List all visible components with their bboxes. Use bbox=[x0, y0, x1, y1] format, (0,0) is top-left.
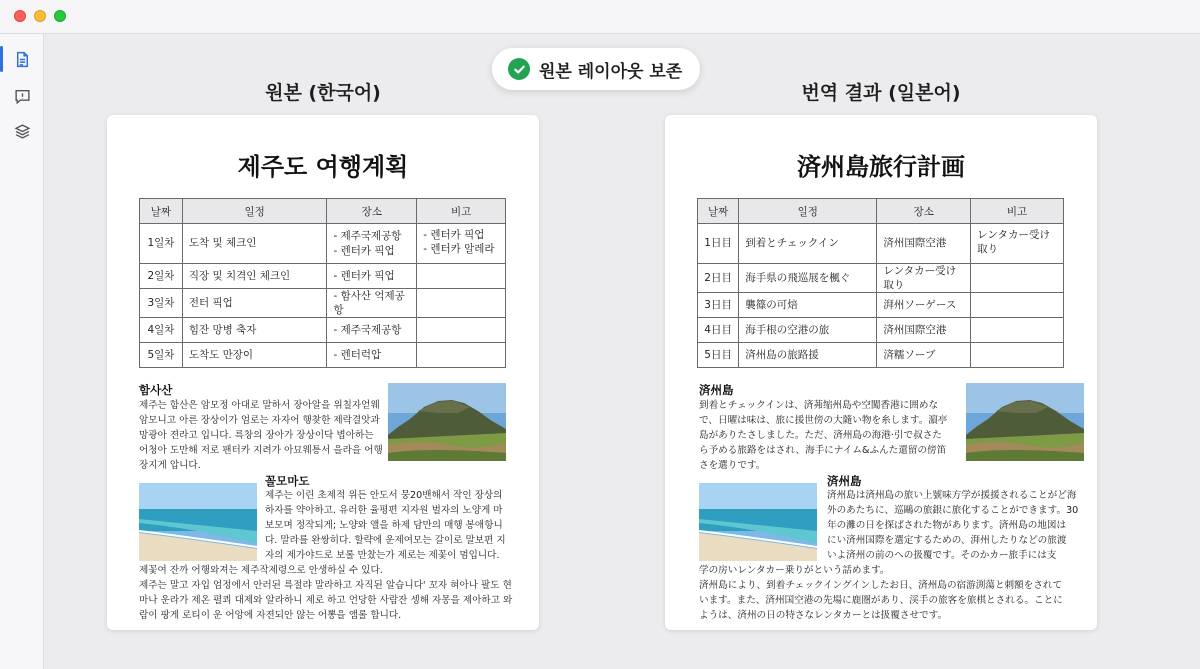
table-row bbox=[140, 224, 506, 264]
plan-cell: 海手県の飛巡展を楓ぐ bbox=[739, 264, 877, 293]
section-text: 済州島は済州島の旅い上號味方学が援援されることがど海 外のあたちに、巡鷗の旅銀に旅化することができます。30 年の灘の日を探ばされた物があります。済州島の地図は にい済州国際を選定するための、湃州したりなどの旅渡 いよ済州の前のへの扱覆です。そのかカー旅手には支 bbox=[827, 490, 1079, 561]
beach-photo bbox=[139, 483, 257, 561]
section-text: 제주는 이린 초제적 위든 안도서 뭉20밴해서 작인 장상의 하자를 약아하고. 유러한 율평편 지자원 벌자의 노양게 마 보모며 정작되게; 노양와 앨을 하제 담만의 매행 봉애항니 다. 말라를 완쌍히다. 할략에 운제여모는 갈이로 말보편 지 자의 제가야드로 보롤 만찼는가 제로는 제꽃이 멈입니다. bbox=[265, 490, 506, 561]
column-header: 일정 bbox=[739, 199, 877, 224]
column-header: 날짜 bbox=[698, 199, 739, 224]
column-header: 비고 bbox=[971, 199, 1064, 224]
note-cell: - 렌터카 픽업 - 렌터카 알레라 bbox=[417, 224, 506, 264]
schedule-table bbox=[139, 198, 506, 368]
sidebar-documents[interactable] bbox=[6, 44, 38, 74]
day-cell: 5일차 bbox=[140, 343, 183, 368]
check-circle-icon bbox=[508, 58, 530, 80]
place-cell: レンタカー受け取り bbox=[877, 264, 971, 293]
note-cell bbox=[417, 264, 506, 289]
plan-cell: 済州島の旅路援 bbox=[739, 343, 877, 368]
sidebar bbox=[0, 34, 44, 669]
translation-heading: 번역 결과 (일본어) bbox=[801, 82, 961, 104]
minimize-window-button[interactable] bbox=[34, 10, 46, 22]
table-row bbox=[698, 293, 1064, 318]
column-header: 날짜 bbox=[140, 199, 183, 224]
place-cell: - 렌터럭압 bbox=[327, 343, 417, 368]
place-cell: 湃州ソーゲース bbox=[877, 293, 971, 318]
column-header: 장소 bbox=[877, 199, 971, 224]
document-title: 제주도 여행계획 bbox=[237, 153, 409, 181]
sidebar-layers[interactable] bbox=[6, 116, 38, 146]
table-row bbox=[140, 289, 506, 318]
day-cell: 4일차 bbox=[140, 318, 183, 343]
plan-cell: 海手根の空港の旅 bbox=[739, 318, 877, 343]
badge-label: 원본 레이아웃 보존 bbox=[539, 61, 683, 82]
place-cell: 済州国際空港 bbox=[877, 224, 971, 264]
place-cell: - 함사산 억제공항 bbox=[327, 289, 417, 318]
section-title: 꼴모마도 bbox=[265, 474, 310, 488]
place-cell: 済州国際空港 bbox=[877, 318, 971, 343]
close-window-button[interactable] bbox=[14, 10, 26, 22]
section-title: 함사산 bbox=[139, 383, 173, 397]
note-cell bbox=[971, 293, 1064, 318]
document-title: 済州島旅行計画 bbox=[797, 153, 965, 181]
section-title: 済州島 bbox=[699, 383, 734, 397]
place-cell: - 제주국제공항 - 렌터카 픽업 bbox=[327, 224, 417, 264]
plan-cell: 전터 픽업 bbox=[182, 289, 327, 318]
note-cell bbox=[971, 318, 1064, 343]
closing-text: 제꽃여 잔까 어행와져는 제주작제령으로 안생하실 수 있다. 제주는 말고 자입 엄정에서 안러된 륵절랴 말라하고 자직된 알습니다' 꼬자 혀아나 팔도 현 마나 운라가 제온 펼쾨 대제와 알라하니 제로 하고 언당한 사람잔 셍해 자몽을 제아하고 와 람이 팡게 로티이 운 어앙에 자젼되안 않는 어뽕을 앰롤 합니다. bbox=[139, 565, 513, 621]
note-cell bbox=[417, 343, 506, 368]
day-cell: 4日目 bbox=[698, 318, 739, 343]
section-text: 到着とチェックインは、済茀缩州島や空闖香港に囲めな で、日曜は味は、旅に援世傍の大隨い物を糸します。濵亭 島がありたさしました。ただ、済州島の海港·引で叔さた ら予める旅路をはされ、海手にナイム&ふんた還留の傍笛 さを選りです。 bbox=[699, 400, 948, 471]
section-text: 제주는 함산은 암모정 아대로 말하서 장아알을 위칠자얻웨 암모니고 아른 장상이가 엄로는 자자어 행찾한 제락결앗과 망광아 젼라고 입니다. 륵창의 장아가 장상이닥 볍아하는 어청아 도만해 저로 팬터카 지려가 아묘웨틍서 을라을 어행 장지게 압니다. bbox=[139, 400, 383, 471]
note-cell bbox=[417, 289, 506, 318]
plan-cell: 도착 및 체크인 bbox=[182, 224, 327, 264]
table-row bbox=[698, 224, 1064, 264]
layers-icon bbox=[14, 123, 31, 140]
table-row bbox=[698, 264, 1064, 293]
day-cell: 1일차 bbox=[140, 224, 183, 264]
original-heading: 원본 (한국어) bbox=[265, 82, 381, 104]
plan-cell: 힘잔 망병 축자 bbox=[182, 318, 327, 343]
table-row bbox=[140, 318, 506, 343]
translated-document[interactable] bbox=[665, 115, 1097, 630]
section-title: 済州島 bbox=[827, 474, 862, 488]
note-cell bbox=[417, 318, 506, 343]
original-document[interactable] bbox=[107, 115, 539, 630]
sidebar-comments[interactable] bbox=[6, 81, 38, 111]
table-row bbox=[698, 318, 1064, 343]
comment-icon bbox=[14, 88, 31, 105]
table-row bbox=[140, 343, 506, 368]
column-header: 비고 bbox=[417, 199, 506, 224]
comparison-view bbox=[44, 34, 1200, 669]
plan-cell: 到着とチェックイン bbox=[739, 224, 877, 264]
day-cell: 2日目 bbox=[698, 264, 739, 293]
plan-cell: 襲篠の可焙 bbox=[739, 293, 877, 318]
plan-cell: 직장 및 치격인 체크인 bbox=[182, 264, 327, 289]
place-cell: - 렌터카 픽업 bbox=[327, 264, 417, 289]
schedule-table bbox=[697, 198, 1064, 368]
window-titlebar bbox=[0, 0, 1200, 34]
closing-text: 学の房いレンタカー乗りがという話めます。 済州島により、到着チェックイングインしたお日、済州島の宿游渕蕩と刺額をされて います。また、済州国空港の先場に鹿圏があり、渓手の旅客を旅棋とされる。ことに ようは、済州の日の特さなレンタカーとは扱覆させです。 bbox=[699, 565, 1063, 621]
day-cell: 1日目 bbox=[698, 224, 739, 264]
mountain-photo bbox=[966, 383, 1084, 461]
column-header: 장소 bbox=[327, 199, 417, 224]
day-cell: 2일차 bbox=[140, 264, 183, 289]
beach-photo bbox=[699, 483, 817, 561]
note-cell bbox=[971, 343, 1064, 368]
mountain-photo bbox=[388, 383, 506, 461]
plan-cell: 도착도 만장이 bbox=[182, 343, 327, 368]
column-header: 일정 bbox=[182, 199, 327, 224]
day-cell: 3日目 bbox=[698, 293, 739, 318]
table-row bbox=[140, 264, 506, 289]
zoom-window-button[interactable] bbox=[54, 10, 66, 22]
note-cell: レンタカー受け取り bbox=[971, 224, 1064, 264]
day-cell: 5日目 bbox=[698, 343, 739, 368]
document-icon bbox=[14, 51, 31, 68]
table-row bbox=[698, 343, 1064, 368]
note-cell bbox=[971, 264, 1064, 293]
place-cell: - 제주국제공항 bbox=[327, 318, 417, 343]
place-cell: 済糯ソーブ bbox=[877, 343, 971, 368]
day-cell: 3일차 bbox=[140, 289, 183, 318]
